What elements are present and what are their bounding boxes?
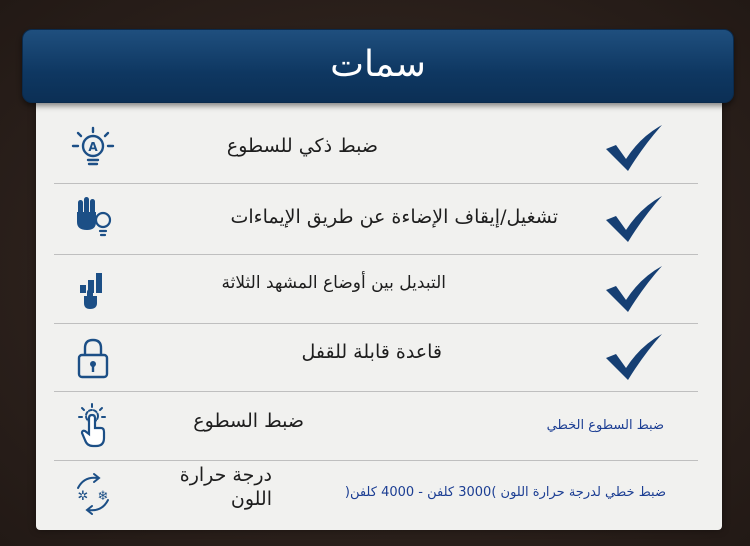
touch-brightness-icon xyxy=(68,400,118,450)
checkmark-icon xyxy=(602,194,666,244)
feature-label: تشغيل/إيقاف الإضاءة عن طريق الإيماءات xyxy=(230,206,558,228)
feature-note: ضبط السطوع الخطي xyxy=(546,418,664,433)
svg-text:❄: ❄ xyxy=(97,489,109,504)
tap-mode-bars-icon xyxy=(68,263,118,313)
hand-gesture-bulb-icon xyxy=(68,192,118,242)
padlock-icon xyxy=(68,333,118,383)
svg-text:A: A xyxy=(88,140,98,154)
checkmark-icon xyxy=(602,123,666,173)
feature-row-lockable-base xyxy=(54,324,698,392)
color-temperature-cycle-icon xyxy=(68,469,118,519)
feature-row-gesture-control xyxy=(54,184,698,255)
feature-label: درجة حرارة اللون xyxy=(179,464,272,510)
feature-label: التبديل بين أوضاع المشهد الثلاثة xyxy=(221,273,446,293)
feature-note: ضبط خطي لدرجة حرارة اللون )3000 كلفن - 4000 كلفن( xyxy=(344,485,666,500)
svg-text:✲: ✲ xyxy=(77,489,89,504)
auto-brightness-bulb-icon xyxy=(68,123,118,173)
page-title: سمات xyxy=(330,43,426,85)
checkmark-icon xyxy=(602,332,666,382)
feature-row-color-temperature xyxy=(54,461,698,529)
header-banner xyxy=(22,29,734,103)
checkmark-icon xyxy=(602,264,666,314)
feature-row-scene-modes xyxy=(54,255,698,324)
feature-label: ضبط السطوع xyxy=(193,410,304,432)
feature-label: ضبط ذكي للسطوع xyxy=(226,135,378,157)
feature-row-brightness-adjust xyxy=(54,392,698,461)
feature-row-smart-brightness xyxy=(54,113,698,184)
feature-label: قاعدة قابلة للقفل xyxy=(301,341,442,363)
